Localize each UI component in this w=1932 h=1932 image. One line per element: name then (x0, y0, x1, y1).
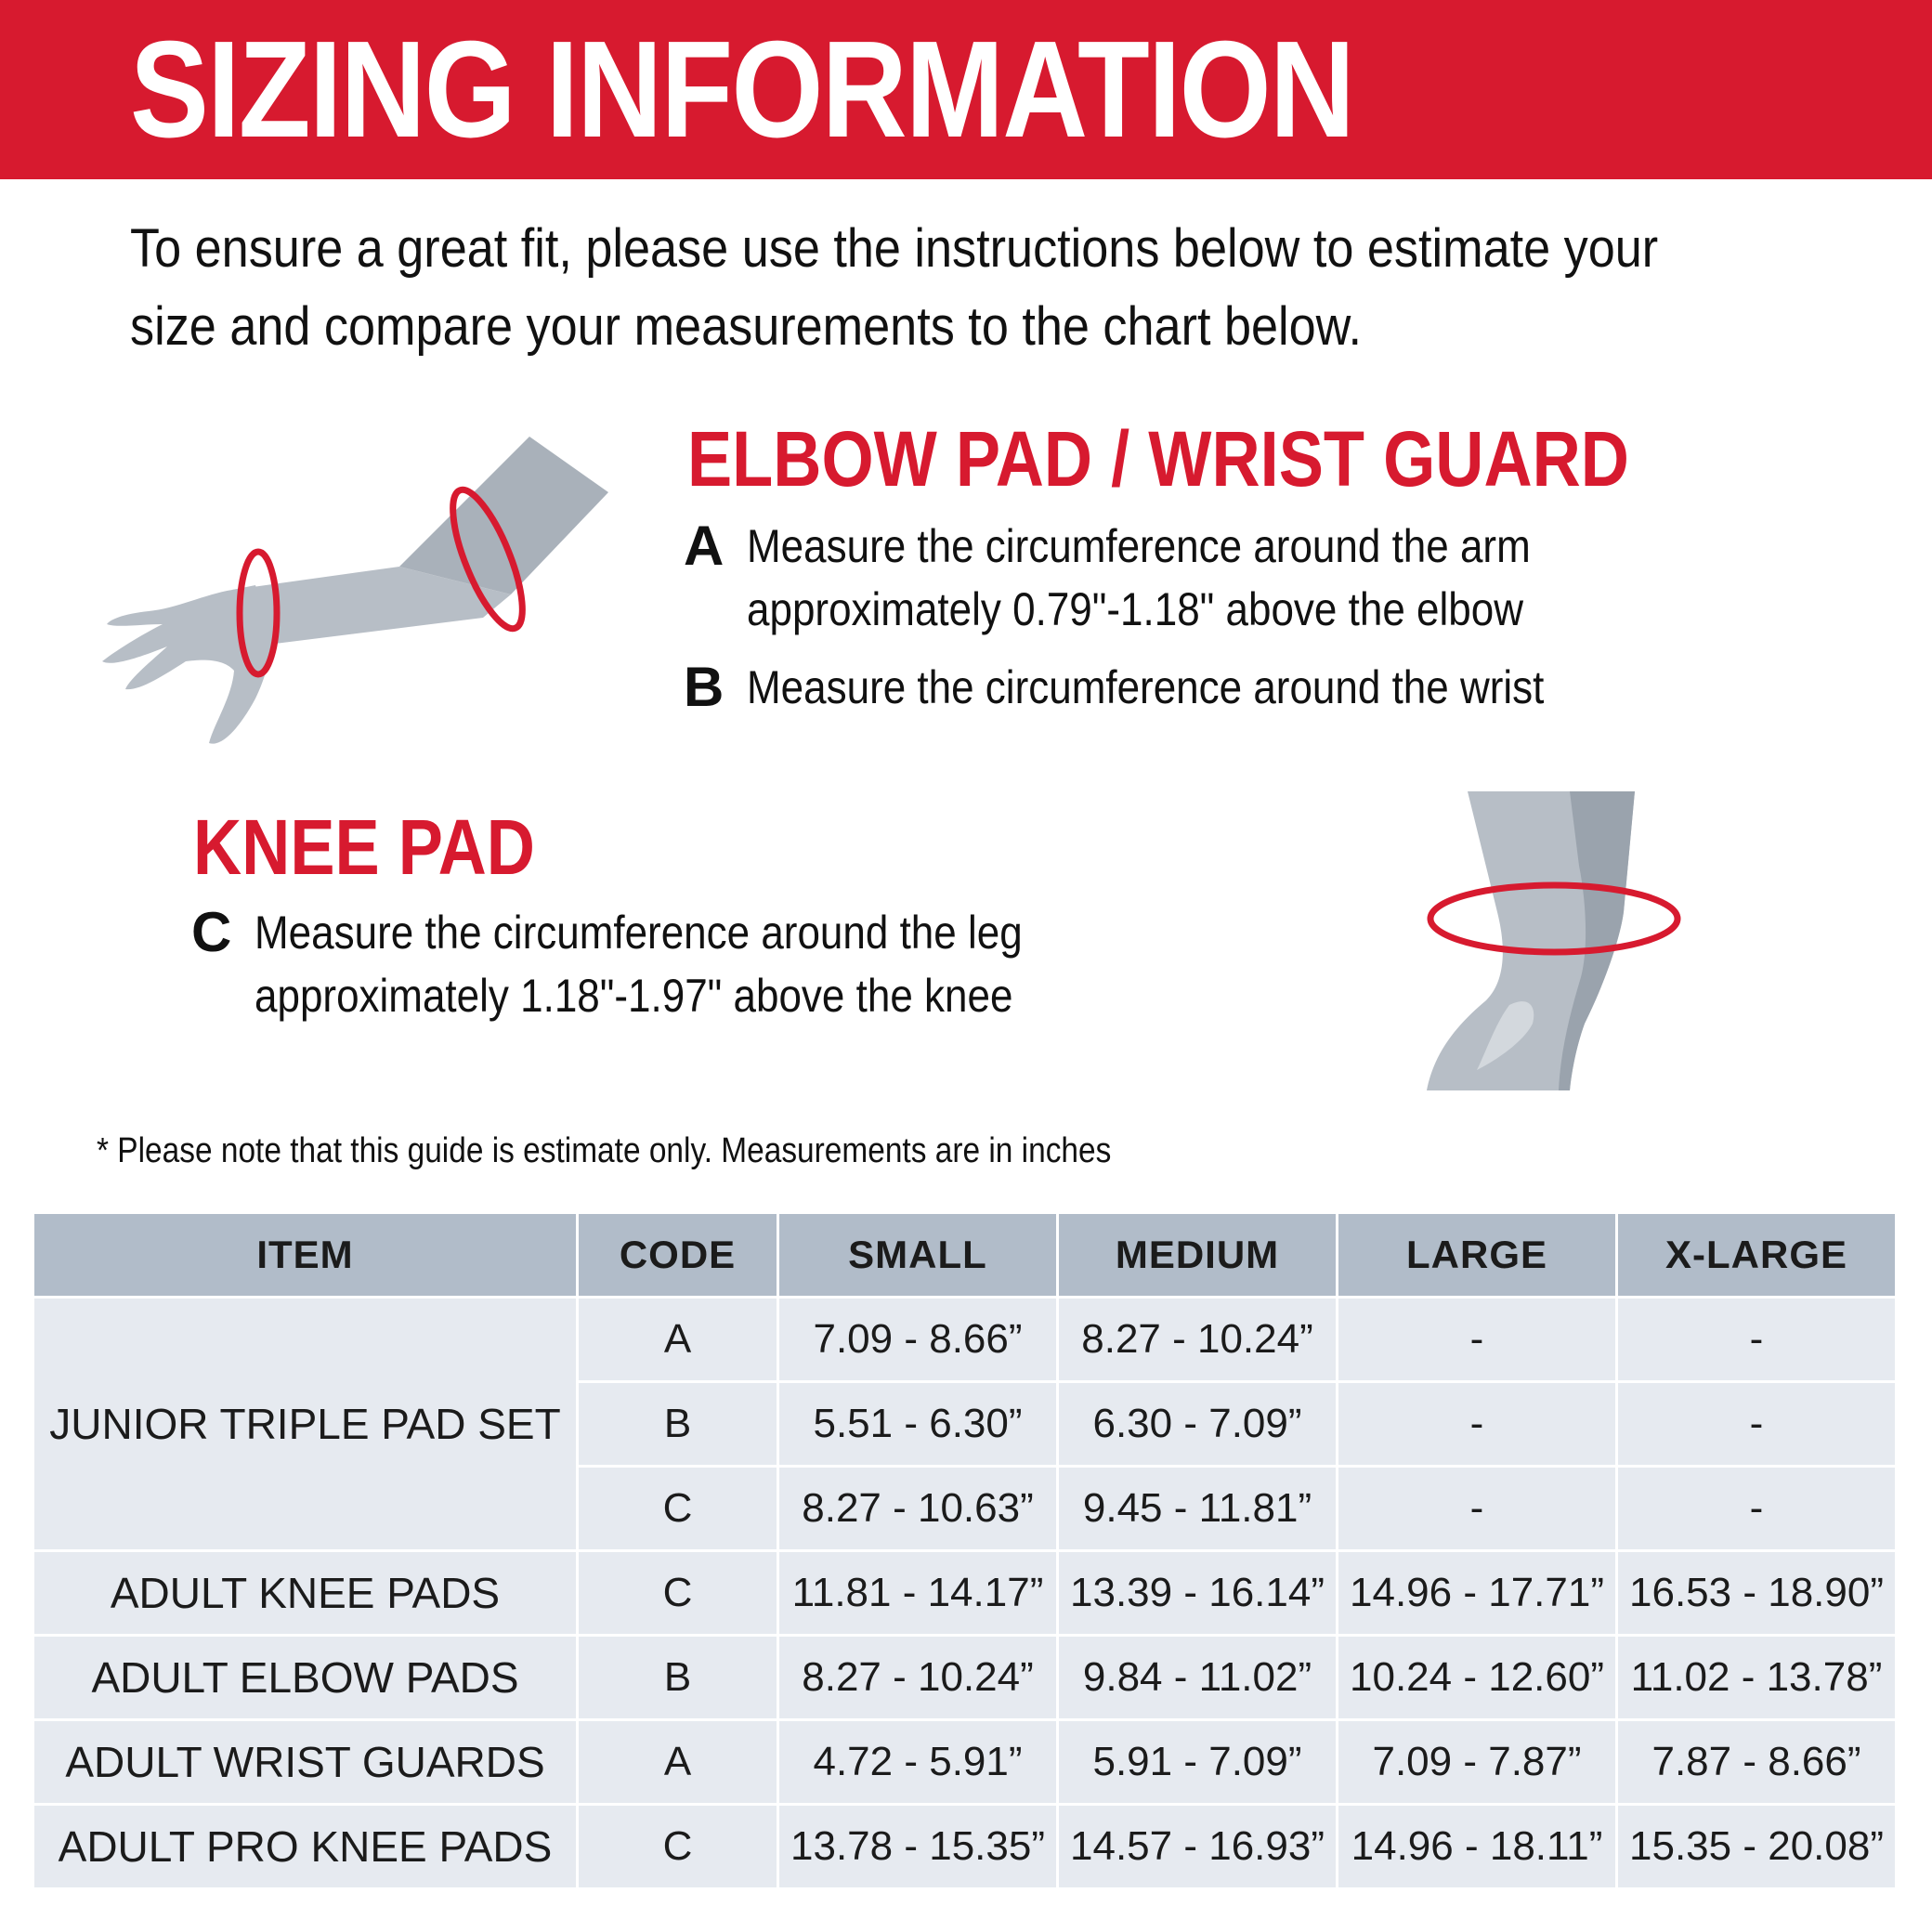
size-cell: 6.30 - 7.09” (1058, 1382, 1338, 1467)
size-cell: - (1617, 1467, 1897, 1551)
size-cell: 9.45 - 11.81” (1058, 1467, 1338, 1551)
size-cell: 7.87 - 8.66” (1617, 1720, 1897, 1805)
column-header: MEDIUM (1058, 1213, 1338, 1298)
size-cell: 11.81 - 14.17” (778, 1551, 1058, 1636)
step-text: Measure the circumference around the leg approximately 1.18"-1.97" above the knee (255, 907, 1023, 1022)
code-cell: A (578, 1298, 778, 1382)
size-cell: 7.09 - 7.87” (1338, 1720, 1617, 1805)
size-cell: - (1338, 1467, 1617, 1551)
size-cell: - (1617, 1298, 1897, 1382)
step-c (191, 901, 1399, 1027)
size-cell: 15.35 - 20.08” (1617, 1805, 1897, 1889)
item-cell: ADULT ELBOW PADS (33, 1636, 578, 1720)
size-cell: 9.84 - 11.02” (1058, 1636, 1338, 1720)
column-header: ITEM (33, 1213, 578, 1298)
table-header-row (33, 1213, 1897, 1298)
column-header: CODE (578, 1213, 778, 1298)
code-cell: B (578, 1636, 778, 1720)
estimate-note: * Please note that this guide is estimate only. Measurements are in inches (97, 1131, 1112, 1170)
step-text: Measure the circumference around the wrist (747, 661, 1545, 713)
elbow-section-title: ELBOW PAD / WRIST GUARD (687, 415, 1629, 503)
header-banner (0, 0, 1932, 179)
size-cell: - (1617, 1382, 1897, 1467)
size-chart (32, 1211, 1898, 1890)
code-cell: A (578, 1720, 778, 1805)
step-code: C (191, 901, 232, 963)
step-a (684, 515, 1891, 641)
size-cell: 14.57 - 16.93” (1058, 1805, 1338, 1889)
step-code: B (684, 656, 724, 718)
size-cell: 16.53 - 18.90” (1617, 1551, 1897, 1636)
column-header: LARGE (1338, 1213, 1617, 1298)
item-cell: ADULT WRIST GUARDS (33, 1720, 578, 1805)
size-cell: 10.24 - 12.60” (1338, 1636, 1617, 1720)
size-cell: 8.27 - 10.63” (778, 1467, 1058, 1551)
arm-illustration (93, 427, 613, 752)
size-cell: 4.72 - 5.91” (778, 1720, 1058, 1805)
size-cell: 14.96 - 17.71” (1338, 1551, 1617, 1636)
item-cell: ADULT PRO KNEE PADS (33, 1805, 578, 1889)
size-cell: 13.39 - 16.14” (1058, 1551, 1338, 1636)
size-cell: 11.02 - 13.78” (1617, 1636, 1897, 1720)
size-cell: 8.27 - 10.24” (778, 1636, 1058, 1720)
size-cell: 8.27 - 10.24” (1058, 1298, 1338, 1382)
size-cell: 7.09 - 8.66” (778, 1298, 1058, 1382)
code-cell: C (578, 1551, 778, 1636)
table-row (33, 1551, 1897, 1636)
intro-text: To ensure a great fit, please use the instructions below to estimate your size and compare your measurements to the chart below. (130, 218, 1659, 357)
size-cell: 5.51 - 6.30” (778, 1382, 1058, 1467)
table-row (33, 1298, 1897, 1382)
size-cell: - (1338, 1382, 1617, 1467)
code-cell: B (578, 1382, 778, 1467)
code-cell: C (578, 1467, 778, 1551)
size-cell: - (1338, 1298, 1617, 1382)
table-row (33, 1720, 1897, 1805)
size-cell: 14.96 - 18.11” (1338, 1805, 1617, 1889)
size-cell: 13.78 - 15.35” (778, 1805, 1058, 1889)
code-cell: C (578, 1805, 778, 1889)
table-row (33, 1636, 1897, 1720)
page-title: SIZING INFORMATION (130, 13, 1354, 166)
step-text: Measure the circumference around the arm approximately 0.79"-1.18" above the elbow (747, 520, 1531, 635)
column-header: X-LARGE (1617, 1213, 1897, 1298)
item-cell: JUNIOR TRIPLE PAD SET (33, 1298, 578, 1551)
column-header: SMALL (778, 1213, 1058, 1298)
knee-section-title: KNEE PAD (193, 803, 535, 891)
step-b (684, 656, 1891, 719)
step-code: A (684, 515, 724, 577)
knee-illustration (1421, 791, 1690, 1090)
table-row (33, 1805, 1897, 1889)
size-cell: 5.91 - 7.09” (1058, 1720, 1338, 1805)
item-cell: ADULT KNEE PADS (33, 1551, 578, 1636)
